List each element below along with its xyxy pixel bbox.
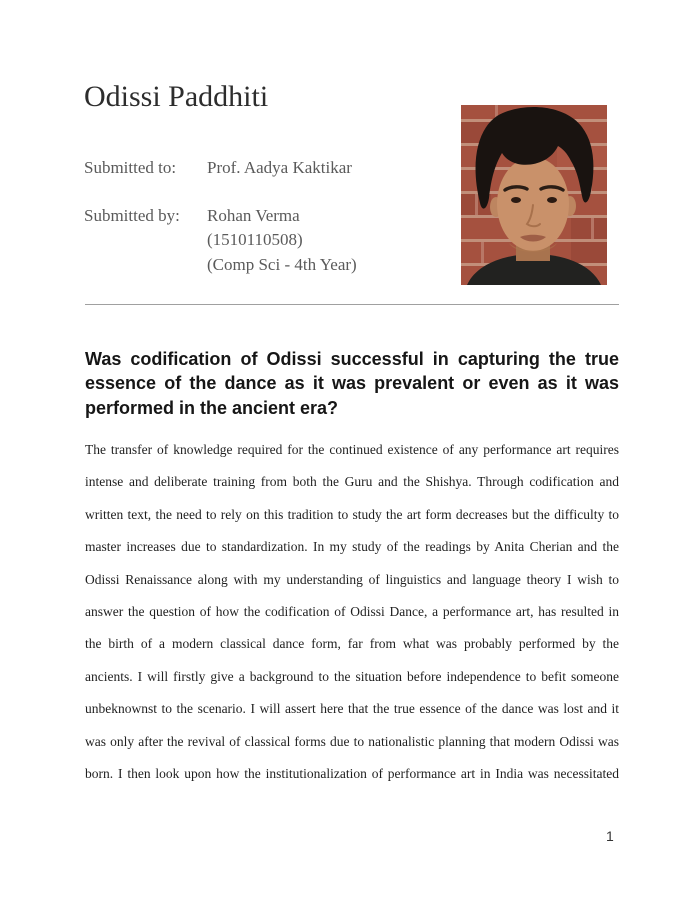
paragraph-line: the birth of a modern classical dance form, far from what was probably performed by the	[85, 636, 619, 652]
paragraph-line: was only after the revival of classical forms due to nationalistic planning that modern Odissi was	[85, 733, 619, 749]
paragraph-line: written text, the need to rely on this tradition to study the art form decreases but the difficulty to	[85, 506, 619, 522]
submitted-by-name: Rohan Verma	[207, 206, 300, 225]
submitted-to-label: Submitted to:	[84, 158, 177, 177]
submitted-by-program: (Comp Sci - 4th Year)	[207, 255, 357, 274]
student-portrait-photo	[461, 105, 607, 285]
paragraph-line: unbeknownst to the scenario. I will assert here that the true essence of the dance was lost and it	[85, 701, 619, 717]
paragraph-line: ancients. I will firstly give a background to the situation before independence to befit someone	[85, 668, 619, 684]
intro-paragraph	[85, 434, 619, 790]
research-question-heading	[85, 347, 619, 420]
heading-line: essence of the dance as it was prevalent or even as it was	[85, 373, 619, 394]
section-divider-line	[85, 304, 619, 305]
paragraph-line: master increases due to standardization. In my study of the readings by Anita Cherian and the	[85, 539, 619, 555]
submitted-by-roll-number: (1510110508)	[207, 230, 303, 249]
document-title: Odissi Paddhiti	[84, 80, 269, 113]
paragraph-line: answer the question of how the codification of Odissi Dance, a performance art, has resulted in	[85, 604, 619, 620]
page-number: 1	[606, 828, 614, 844]
heading-line: performed in the ancient era?	[85, 397, 339, 418]
submitted-to-value: Prof. Aadya Kaktikar	[207, 158, 352, 177]
paragraph-line: born. I then look upon how the institutionalization of performance art in India was necessitated	[85, 766, 619, 782]
paragraph-line: intense and deliberate training from both the Guru and the Shishya. Through codification and	[85, 474, 619, 490]
portrait-illustration	[461, 105, 607, 285]
paragraph-line: The transfer of knowledge required for the continued existence of any performance art requires	[85, 442, 619, 457]
submitted-by-label: Submitted by:	[84, 206, 180, 225]
paragraph-line: Odissi Renaissance along with my understanding of linguistics and language theory I wish to	[85, 571, 619, 587]
heading-line: Was codification of Odissi successful in capturing the true	[85, 349, 619, 369]
